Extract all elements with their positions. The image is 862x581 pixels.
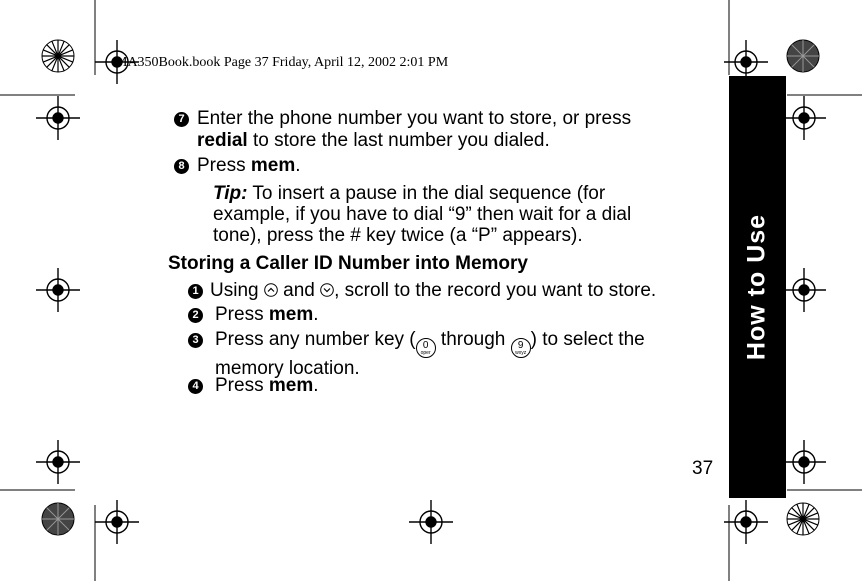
step-text: Press any number key ( (215, 329, 416, 350)
tip-note (213, 183, 631, 246)
starburst-mark (787, 503, 819, 535)
step-text: , scroll to the record you want to store. (334, 280, 657, 301)
step-text: Press (197, 155, 251, 176)
starburst-mark (42, 503, 74, 535)
step-item (188, 375, 319, 397)
step-number: 2 (188, 308, 203, 323)
step-text: through (435, 329, 511, 350)
section-heading: Storing a Caller ID Number into Memory (168, 253, 528, 274)
step-text: and (277, 280, 321, 301)
step-text: ) to select the (530, 329, 645, 350)
step-item (188, 280, 656, 302)
step-text: . (313, 304, 319, 325)
tip-text: example, if you have to dial “9” then wait for a dial (213, 204, 632, 225)
step-item (188, 304, 319, 326)
step-number: 7 (174, 112, 189, 127)
step-number: 8 (174, 159, 189, 174)
page-number: 37 (692, 458, 714, 479)
keyword-mem: mem (268, 375, 314, 396)
step-number: 3 (188, 333, 203, 348)
step-text: . (295, 155, 301, 176)
step-text: Using (210, 280, 264, 301)
scroll-up-icon (264, 283, 278, 297)
starburst-mark (42, 40, 74, 72)
step-number: 1 (188, 284, 203, 299)
tip-text: tone), press the # key twice (a “P” appears). (213, 225, 583, 246)
step-text: Press (215, 375, 269, 396)
keyword-mem: mem (250, 155, 296, 176)
keyword-redial: redial (197, 130, 248, 151)
step-text: . (313, 375, 319, 396)
step-item (174, 155, 301, 177)
key-0-icon: 0 oper (416, 338, 436, 358)
scroll-down-icon (320, 283, 334, 297)
step-text: Enter the phone number you want to store, or press (197, 108, 632, 129)
print-header: MA350Book.book Page 37 Friday, April 12, 2002 2:01 PM (115, 55, 449, 70)
side-tab-label: How to Use (742, 213, 771, 361)
step-text: memory location. (215, 358, 360, 379)
starburst-mark (787, 40, 819, 72)
step-item (188, 329, 645, 380)
tip-label: Tip: (213, 183, 248, 204)
step-item (174, 108, 631, 152)
tip-text: To insert a pause in the dial sequence (for (247, 183, 606, 204)
key-9-icon: 9 wxyz (511, 338, 531, 358)
step-text: Press (215, 304, 269, 325)
step-text: to store the last number you dialed. (247, 130, 550, 151)
step-number: 4 (188, 379, 203, 394)
keyword-mem: mem (268, 304, 314, 325)
